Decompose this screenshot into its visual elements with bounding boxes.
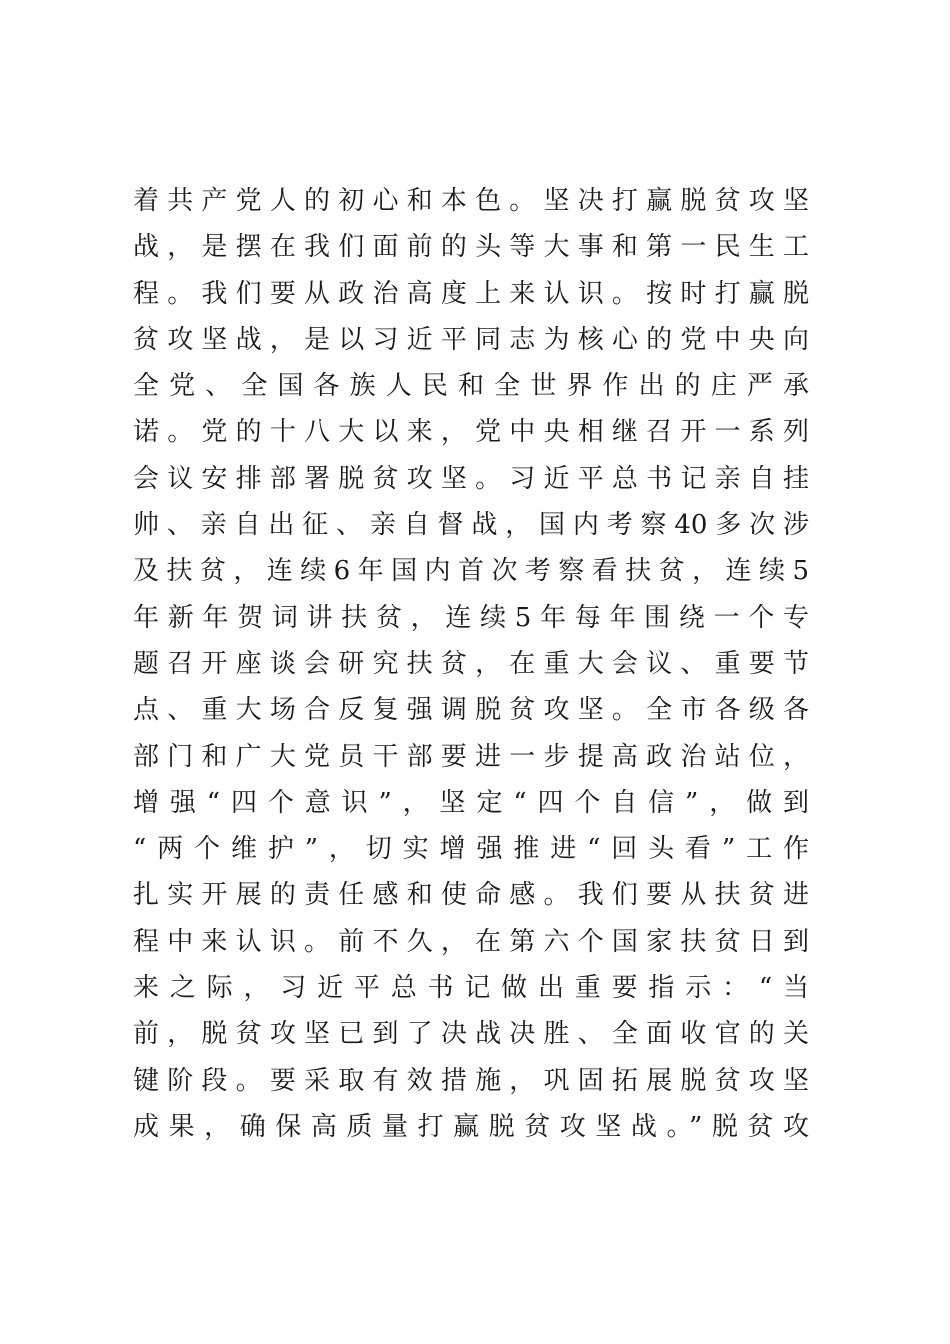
- text-line-8: 帅、亲自出征、亲自督战，国内考察40多次涉: [133, 510, 809, 541]
- text-line-11: 题召开座谈会研究扶贫，在重大会议、重要节: [133, 648, 809, 679]
- text-line-21: 成果，确保高质量打赢脱贫攻坚战。”脱贫攻: [133, 1111, 809, 1142]
- text-line-12: 点、重大场合反复强调脱贫攻坚。全市各级各: [133, 695, 809, 726]
- text-line-9: 及扶贫，连续6年国内首次考察看扶贫，连续5: [133, 556, 809, 587]
- text-line-13: 部门和广大党员干部要进一步提高政治站位，: [133, 741, 809, 772]
- text-line-17: 程中来认识。前不久，在第六个国家扶贫日到: [133, 926, 809, 957]
- text-line-18: 来之际，习近平总书记做出重要指示：“当: [133, 973, 809, 1004]
- text-line-2: 战，是摆在我们面前的头等大事和第一民生工: [133, 232, 809, 263]
- text-line-15: “两个维护”，切实增强推进“回头看”工作: [133, 834, 809, 865]
- text-line-20: 键阶段。要采取有效措施，巩固拓展脱贫攻坚: [133, 1065, 809, 1096]
- text-line-4: 贫攻坚战，是以习近平同志为核心的党中央向: [133, 324, 809, 355]
- text-line-10: 年新年贺词讲扶贫，连续5年每年围绕一个专: [133, 602, 809, 633]
- body-text: [133, 178, 809, 1150]
- text-line-3: 程。我们要从政治高度上来认识。按时打赢脱: [133, 278, 809, 309]
- text-line-14: 增强“四个意识”，坚定“四个自信”，做到: [133, 787, 809, 818]
- text-line-16: 扎实开展的责任感和使命感。我们要从扶贫进: [133, 880, 809, 911]
- text-line-5: 全党、全国各族人民和全世界作出的庄严承: [133, 371, 809, 402]
- text-line-6: 诺。党的十八大以来，党中央相继召开一系列: [133, 417, 809, 448]
- text-line-1: 着共产党人的初心和本色。坚决打赢脱贫攻坚: [133, 186, 809, 216]
- text-line-7: 会议安排部署脱贫攻坚。习近平总书记亲自挂: [133, 463, 809, 494]
- text-line-19: 前，脱贫攻坚已到了决战决胜、全面收官的关: [133, 1019, 809, 1050]
